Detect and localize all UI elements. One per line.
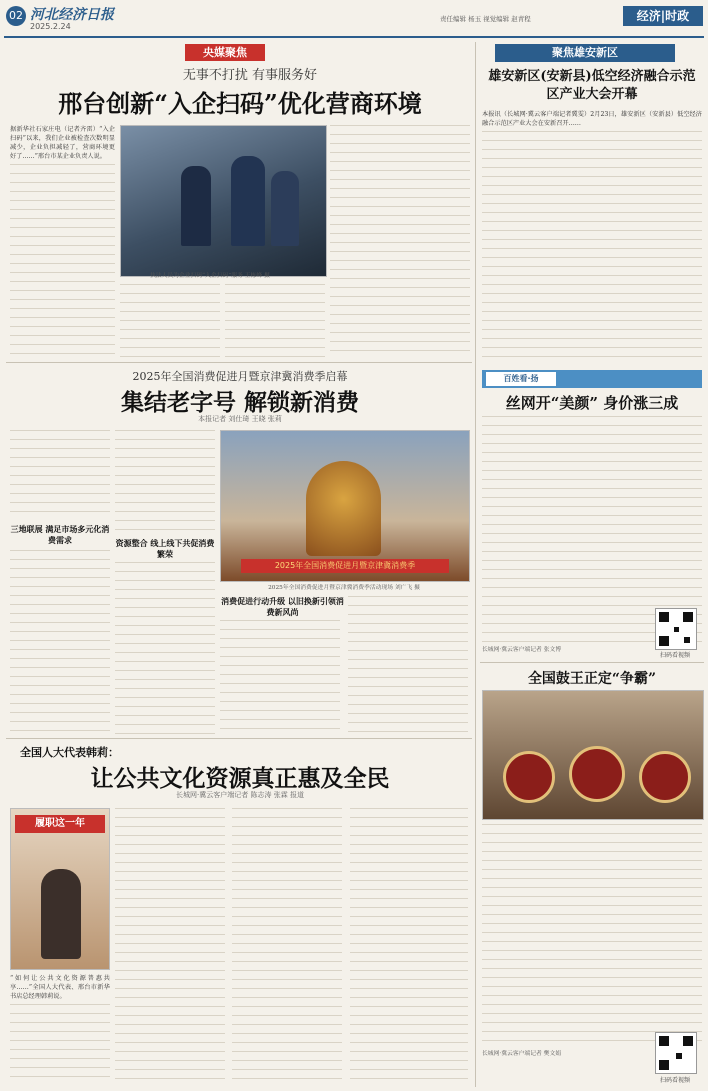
consumer-subhead-1: 三地联展 满足市场多元化消费需求 xyxy=(10,524,110,545)
page-number: 02 xyxy=(6,6,26,26)
culture-text-col-3 xyxy=(232,808,342,1084)
story-divider xyxy=(6,362,472,363)
drum-byline: 长城网·冀云客户端记者 樊文娟 xyxy=(482,1051,562,1057)
story-kicker: 无事不打扰 有事服务好 xyxy=(182,68,318,83)
column-tag: 百姓看·扬 xyxy=(486,372,556,386)
qr-code-icon[interactable] xyxy=(655,608,697,650)
consumer-photo xyxy=(220,430,470,582)
culture-text-col-2 xyxy=(115,808,225,1084)
xiongan-lead: 本报讯（长城网·冀云客户端记者冀雯）2月23日，雄安新区（安新县）低空经济融合示范区产业大会在安新召开…… xyxy=(482,110,702,365)
consumer-text-col-4 xyxy=(348,596,468,734)
consumer-photo-caption: 2025年全国消费促进月暨京津冀消费季活动现场 刘广飞 摄 xyxy=(268,585,420,591)
consumer-text-col-3 xyxy=(220,620,340,734)
consumer-text-col-2a xyxy=(115,430,215,534)
culture-text-col-4 xyxy=(350,808,468,1084)
culture-byline: 长城网·冀云客户端记者 陈志涛 张霖 报道 xyxy=(176,791,304,799)
qr-code-icon-2[interactable] xyxy=(655,1032,697,1074)
drum-photo xyxy=(482,690,704,820)
consumer-text-col-1b xyxy=(10,550,110,735)
consumer-photo-sign: 2025年全国消费促进月暨京津冀消费季 xyxy=(241,559,449,573)
qr-label: 扫码看视频 xyxy=(659,652,690,659)
culture-headline: 让公共文化资源真正惠及全民 xyxy=(90,765,390,792)
story-text-col-3 xyxy=(225,284,325,358)
culture-lead: “如何让公共文化资源普惠共享……”全国人大代表、邢台市新华书店总经理韩莉说。 xyxy=(10,974,110,1084)
story-photo-caption: 执法人员为企业扫码“入企扫码”服务 王栋峰 摄 xyxy=(150,273,270,279)
issue-date: 2025.2.24 xyxy=(30,22,71,31)
consumer-divider xyxy=(6,738,472,739)
culture-photo xyxy=(10,808,110,970)
column-byline: 长城网·冀云客户端记者 张文博 xyxy=(482,647,562,653)
culture-badge: 履职这一年 xyxy=(15,815,105,833)
newspaper-title: 河北经济日报 xyxy=(30,7,114,23)
consumer-headline: 集结老字号 解锁新消费 xyxy=(120,389,359,416)
drum-headline: 全国鼓王正定“争霸” xyxy=(527,671,657,687)
culture-kicker: 全国人大代表韩莉： xyxy=(20,746,119,759)
consumer-text-col-2b xyxy=(115,562,215,734)
consumer-text-col-1a xyxy=(10,430,110,520)
right-divider xyxy=(480,662,704,663)
section-banner-yangmei: 央媒聚焦 xyxy=(185,44,265,61)
qr-label-2: 扫码看视频 xyxy=(659,1077,690,1084)
drum-body xyxy=(482,824,702,1048)
consumer-byline: 本报记者 刘仕琦 王晓 张莉 xyxy=(198,415,282,423)
story-text-col-4 xyxy=(330,125,470,358)
story-headline: 邢台创新“入企扫码”优化营商环境 xyxy=(58,89,422,118)
story-lead: 据新华社石家庄电（记者齐雷）“入企扫码”以来，我们企业被检查次数明显减少，企业负担减轻了，营商环境更好了……”邢台市某企业负责人说。 xyxy=(10,125,115,357)
consumer-kicker: 2025年全国消费促进月暨京津冀消费季启幕 xyxy=(132,370,348,383)
consumer-subhead-3: 消费促进行动升级 以旧换新引领消费新风尚 xyxy=(221,596,344,617)
section-tag: 经济|时政 xyxy=(623,6,703,26)
column-headline: 丝网开“美颜” 身价涨三成 xyxy=(505,394,679,412)
section-banner-xiongan: 聚焦雄安新区 xyxy=(495,44,675,62)
consumer-subhead-2: 资源整合 线上线下共促消费繁荣 xyxy=(115,538,215,559)
column-header xyxy=(482,370,702,388)
column-divider xyxy=(475,42,476,1087)
story-photo xyxy=(120,125,327,277)
masthead-rule xyxy=(4,36,704,38)
editors-line: 责任编辑 杨玉 视觉编辑 赵青程 xyxy=(440,15,531,23)
xiongan-headline: 雄安新区(安新县)低空经济融合示范区产业大会开幕 xyxy=(488,69,696,102)
story-text-col-2 xyxy=(120,284,220,358)
